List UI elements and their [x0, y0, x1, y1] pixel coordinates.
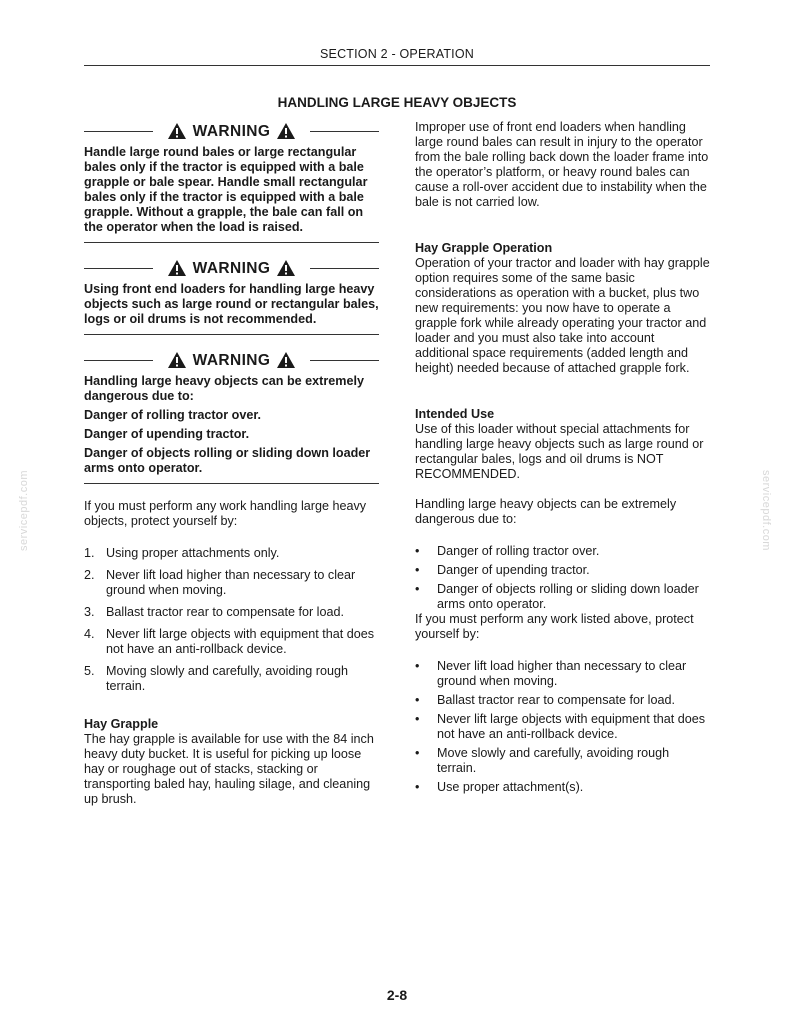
warning-triangle-icon — [276, 259, 296, 277]
left-column — [84, 120, 379, 807]
warning-bottom-rule — [84, 483, 379, 484]
warning-triangle-icon — [167, 122, 187, 140]
list-item — [84, 605, 379, 620]
step-text: Moving slowly and carefully, avoiding rough terrain. — [106, 664, 348, 693]
header-divider — [84, 65, 710, 66]
list-item — [415, 780, 710, 795]
step-text: Never lift large objects with equipment that does not have an anti-rollback device. — [106, 627, 375, 656]
warning-bottom-rule — [84, 334, 379, 335]
warning-heading — [84, 349, 379, 371]
warning-rule-left — [84, 360, 153, 361]
warning-heading — [84, 120, 379, 142]
warning-triangle-icon — [167, 351, 187, 369]
protect-intro-right: If you must perform any work listed above, protect yourself by: — [415, 612, 694, 641]
list-item — [415, 746, 710, 776]
warning-body — [84, 374, 379, 476]
watermark-left: servicepdf.com — [18, 470, 30, 551]
bullet: • — [415, 563, 420, 577]
hay-grapple-operation-text: Operation of your tractor and loader with hay grapple option requires some of the same basic considerations as operation with a bucket, plus two new requirements: you now have to operate a grapple fork while already operating your tractor and loader and you must also take into account additional space requirements (added length and height) needed because of attached grapple fork. — [415, 256, 710, 375]
protect-text: Use proper attachment(s). — [437, 780, 584, 794]
bullet: • — [415, 693, 420, 707]
hay-grapple-heading: Hay Grapple — [84, 717, 159, 731]
warning-triangle-icon — [167, 259, 187, 277]
bullet: • — [415, 544, 420, 558]
warning-label: WARNING — [192, 259, 271, 277]
watermark-right: servicepdf.com — [760, 470, 772, 551]
warning-body — [84, 145, 379, 235]
warning-triangle-icon — [276, 351, 296, 369]
page-number: 2-8 — [386, 987, 408, 1003]
improper-use-text: Improper use of front end loaders when handling large round bales can result in injury to the operator from the bale rolling back down the loader frame into the operator’s platform, or heavy round bales can cause a roll-over accident due to instability when the bale is not carried low. — [415, 120, 709, 209]
warning-box-3 — [84, 349, 379, 484]
list-item — [415, 563, 710, 578]
protect-text: Ballast tractor rear to compensate for load. — [437, 693, 675, 707]
bullet: • — [415, 746, 420, 760]
warning-rule-left — [84, 268, 153, 269]
page-title: HANDLING LARGE HEAVY OBJECTS — [277, 95, 517, 110]
warning-body — [84, 282, 379, 327]
protect-text: Never lift large objects with equipment that does not have an anti-rollback device. — [437, 712, 706, 741]
danger-list — [415, 544, 710, 612]
list-item — [415, 693, 710, 708]
warning-text: Danger of rolling tractor over. — [84, 408, 262, 422]
list-item — [84, 664, 379, 694]
danger-text: Danger of objects rolling or sliding down loader arms onto operator. — [437, 582, 699, 611]
step-text: Using proper attachments only. — [106, 546, 280, 560]
warning-text: Using front end loaders for handling large heavy objects such as large round or rectangular bales, logs or oil drums is not recommended. — [84, 282, 379, 326]
warning-rule-right — [310, 360, 379, 361]
protect-list — [415, 659, 710, 795]
step-text: Never lift load higher than necessary to clear ground when moving. — [106, 568, 356, 597]
protect-steps-list — [84, 546, 379, 694]
bullet: • — [415, 659, 420, 673]
hay-grapple-operation-heading: Hay Grapple Operation — [415, 241, 553, 255]
warning-label: WARNING — [192, 351, 271, 369]
warning-rule-right — [310, 131, 379, 132]
step-number: 3. — [84, 605, 95, 619]
step-number: 1. — [84, 546, 95, 560]
protect-text: Never lift load higher than necessary to clear ground when moving. — [437, 659, 687, 688]
hay-grapple-text: The hay grapple is available for use with the 84 inch heavy duty bucket. It is useful for picking up loose hay or roughage out of stacks, stacking or transporting baled hay, hauling silage, and cleaning up brush. — [84, 732, 374, 806]
warning-text: Handling large heavy objects can be extremely dangerous due to: — [84, 374, 364, 403]
list-item — [84, 546, 379, 561]
danger-intro: Handling large heavy objects can be extremely dangerous due to: — [415, 497, 677, 526]
warning-rule-right — [310, 268, 379, 269]
bullet: • — [415, 712, 420, 726]
warning-bottom-rule — [84, 242, 379, 243]
protect-text: Move slowly and carefully, avoiding rough terrain. — [437, 746, 670, 775]
warning-box-1 — [84, 120, 379, 243]
protect-intro: If you must perform any work handling large heavy objects, protect yourself by: — [84, 499, 367, 528]
bullet: • — [415, 780, 420, 794]
warning-label: WARNING — [192, 122, 271, 140]
danger-text: Danger of upending tractor. — [437, 563, 590, 577]
step-number: 5. — [84, 664, 95, 678]
list-item — [84, 627, 379, 657]
warning-box-2 — [84, 257, 379, 335]
list-item — [415, 544, 710, 559]
list-item — [415, 712, 710, 742]
list-item — [415, 582, 710, 612]
intended-use-text: Use of this loader without special attachments for handling large heavy objects such as large round or rectangular bales, logs and oil drums is NOT RECOMMENDED. — [415, 422, 704, 481]
intended-use-heading: Intended Use — [415, 407, 495, 421]
danger-text: Danger of rolling tractor over. — [437, 544, 600, 558]
section-header: SECTION 2 - OPERATION — [320, 47, 474, 61]
list-item — [415, 659, 710, 689]
step-number: 4. — [84, 627, 95, 641]
right-column — [415, 120, 710, 795]
step-number: 2. — [84, 568, 95, 582]
warning-triangle-icon — [276, 122, 296, 140]
warning-text: Danger of objects rolling or sliding down loader arms onto operator. — [84, 446, 371, 475]
bullet: • — [415, 582, 420, 596]
list-item — [84, 568, 379, 598]
step-text: Ballast tractor rear to compensate for load. — [106, 605, 344, 619]
warning-text: Danger of upending tractor. — [84, 427, 250, 441]
warning-heading — [84, 257, 379, 279]
warning-text: Handle large round bales or large rectangular bales only if the tractor is equipped with a bale grapple or bale spear. Handle small rectangular bales only if the tractor is equipped with a bale grapple. Without a grapple, the bale can fall on the operator when the load is raised. — [84, 145, 368, 234]
warning-rule-left — [84, 131, 153, 132]
